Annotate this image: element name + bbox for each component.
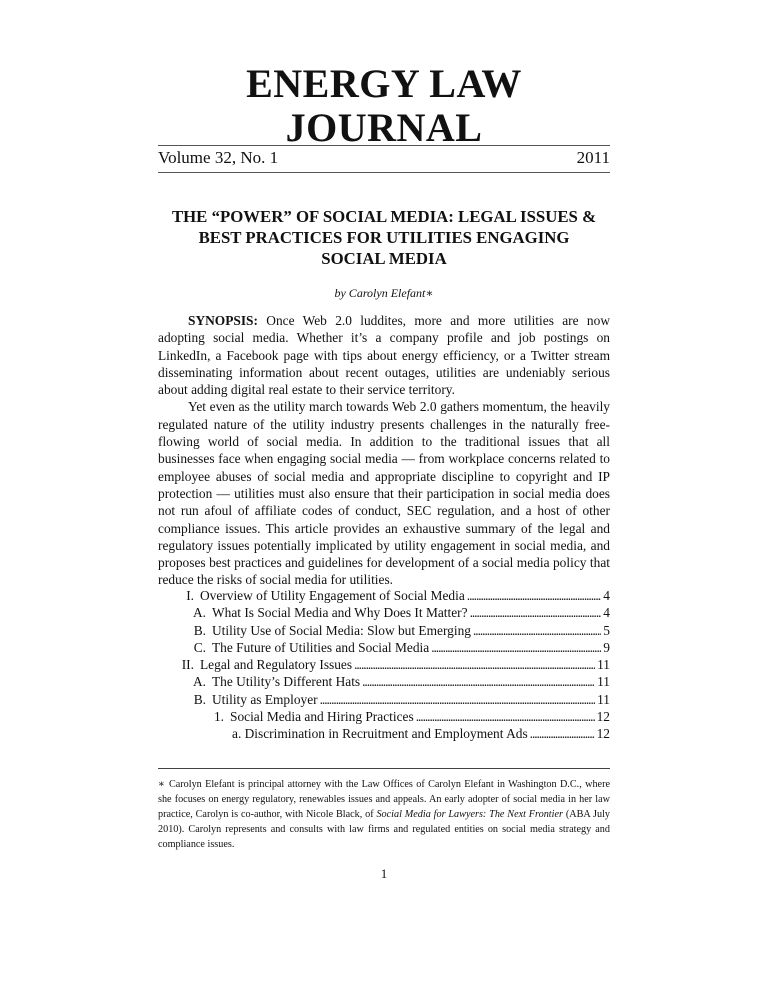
- footnote-rule: [158, 768, 610, 769]
- toc-entry-page: 11: [597, 691, 610, 707]
- footnote-text-before: Carolyn Elefant is principal attorney with the Law Offices of Carolyn Elefant in Washington D.C., where she focuses on energy regulatory, renewables issues and appeals. An early adopter of social media in her law practice, Carolyn is co-author, with Nicole Black, of: [158, 779, 610, 820]
- footnote-mark: ∗: [158, 779, 165, 790]
- toc-entry-number: B.: [193, 622, 206, 638]
- article-title: [150, 206, 618, 269]
- author-footnote-mark: ∗: [425, 286, 434, 300]
- toc-entry[interactable]: [158, 639, 610, 656]
- toc-entry[interactable]: [158, 708, 610, 725]
- toc-entry-page: 9: [603, 639, 610, 655]
- synopsis-label: SYNOPSIS:: [188, 313, 258, 328]
- toc-leader-dots: [530, 725, 595, 742]
- toc-entry-title: What Is Social Media and Why Does It Matter?: [212, 605, 468, 621]
- byline-text: by Carolyn Elefant: [334, 286, 426, 300]
- synopsis: [158, 312, 610, 589]
- toc-entry-title: The Utility’s Different Hats: [212, 674, 361, 690]
- toc-entry[interactable]: [158, 587, 610, 604]
- toc-entry-page: 12: [596, 709, 610, 725]
- journal-title-line1: ENERGY LAW: [246, 61, 522, 106]
- synopsis-text-2: Yet even as the utility march towards Web 2.0 gathers momentum, the heavily regulated nature of the utility industry presents challenges in the naturally free-flowing world of social media. In addition to the traditional issues that all businesses face when engaging social media — from workplace concerns related to employee abuses of social media and appropriate discipline to copyright and IP protection — utilities must also ensure that their participation in social media does not run afoul of affiliate codes of conduct, SEC regulation, and a host of other compliance issues. This article provides an exhaustive summary of the legal and regulatory issues potentially implicated by utility engagement in social media, and proposes best practices and guidelines for development of a social media policy that reduce the risks of social media for utilities.: [158, 399, 610, 588]
- toc-entry-title: a. Discrimination in Recruitment and Employment Ads: [232, 726, 528, 742]
- toc-entry[interactable]: [158, 673, 610, 690]
- toc-leader-dots: [470, 604, 602, 621]
- toc-entry-title: Utility Use of Social Media: Slow but Emerging: [212, 622, 471, 638]
- byline: [0, 285, 768, 301]
- journal-title-line2: JOURNAL: [285, 105, 483, 150]
- toc-entry-number: A.: [192, 605, 206, 621]
- year-label: 2011: [576, 148, 610, 167]
- toc-entry-title: The Future of Utilities and Social Media: [212, 639, 430, 655]
- toc-entry[interactable]: [158, 656, 610, 673]
- toc-entry-title: Social Media and Hiring Practices: [230, 709, 414, 725]
- page-number: 1: [380, 866, 388, 881]
- toc-leader-dots: [467, 587, 602, 604]
- table-of-contents: [158, 587, 610, 743]
- toc-entry-number: A.: [192, 674, 206, 690]
- article-title-line2: BEST PRACTICES FOR UTILITIES ENGAGING: [198, 228, 570, 247]
- article-title-line1: THE “POWER” OF SOCIAL MEDIA: LEGAL ISSUES &: [171, 207, 597, 226]
- toc-leader-dots: [431, 639, 601, 656]
- toc-entry-title: Legal and Regulatory Issues: [200, 657, 353, 673]
- volume-label: Volume 32, No. 1: [158, 148, 279, 167]
- toc-entry[interactable]: [158, 725, 610, 742]
- toc-entry[interactable]: [158, 622, 610, 639]
- volume-row: [158, 147, 610, 169]
- toc-leader-dots: [473, 622, 601, 639]
- toc-entry-page: 4: [603, 605, 610, 621]
- toc-entry-page: 5: [603, 622, 610, 638]
- footnote-book-title: Social Media for Lawyers: The Next Frontier: [376, 809, 563, 820]
- toc-entry-number: I.: [186, 588, 194, 603]
- synopsis-paragraph-2: [158, 398, 610, 588]
- toc-entry-number: C.: [193, 639, 206, 655]
- synopsis-paragraph-1: [158, 312, 610, 398]
- article-title-line3: SOCIAL MEDIA: [321, 249, 447, 268]
- toc-entry-title: Overview of Utility Engagement of Social Media: [200, 588, 465, 603]
- header-bottom-rule: [158, 172, 610, 173]
- footnote-text-after: (ABA July 2010). Carolyn represents and consults with law firms and regulated entities on social media strategy and compliance issues.: [158, 809, 610, 850]
- toc-leader-dots: [416, 708, 595, 725]
- toc-entry-page: 4: [603, 588, 610, 603]
- toc-leader-dots: [320, 691, 595, 708]
- toc-leader-dots: [354, 656, 595, 673]
- toc-entry[interactable]: [158, 691, 610, 708]
- toc-leader-dots: [362, 673, 595, 690]
- journal-title: [0, 62, 768, 150]
- toc-entry-page: 12: [596, 726, 610, 742]
- toc-entry-title: Utility as Employer: [212, 691, 318, 707]
- header-top-rule: [158, 145, 610, 146]
- toc-entry[interactable]: [158, 604, 610, 621]
- toc-entry-number: B.: [193, 691, 206, 707]
- toc-entry-page: 11: [597, 674, 610, 690]
- toc-entry-number: 1.: [213, 709, 224, 725]
- toc-entry-page: 11: [597, 657, 610, 673]
- toc-entry-number: II.: [181, 657, 194, 673]
- footnote: [158, 777, 610, 852]
- synopsis-text-1: Once Web 2.0 luddites, more and more utilities are now adopting social media. Whether it’s a company profile and job postings on LinkedIn, a Facebook page with tips about energy efficiency, or a Twitter stream disseminating information about recent outages, utilities are undeniably serious about adding digital real estate to their service territory.: [158, 313, 610, 398]
